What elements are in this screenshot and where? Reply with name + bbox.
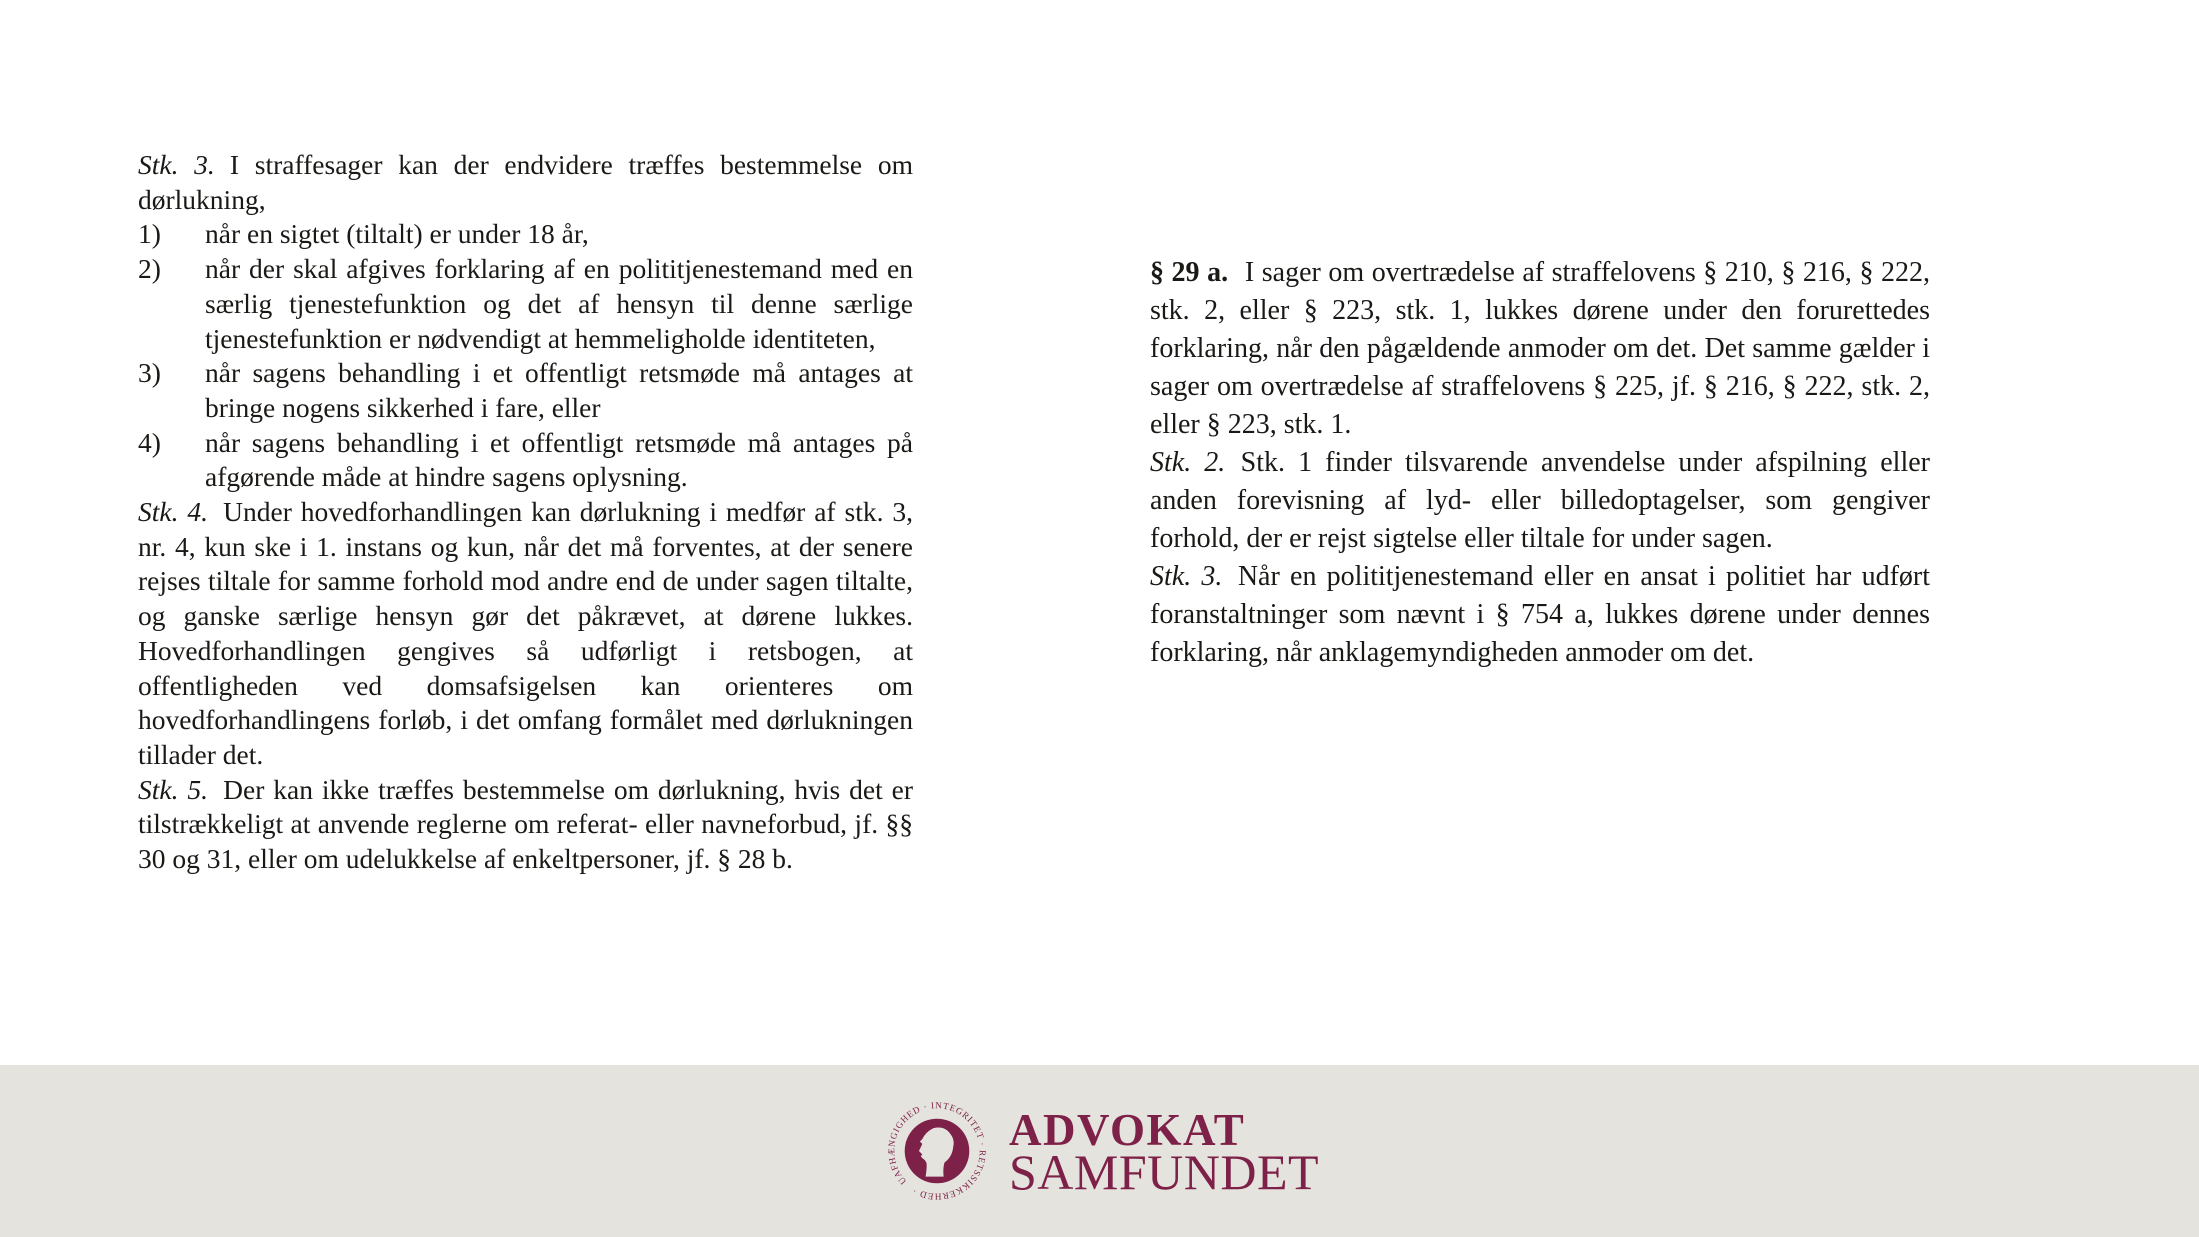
list-item-marker: 3)	[138, 357, 161, 389]
paragraph-stk3	[1150, 558, 1930, 672]
left-text-column	[138, 148, 913, 877]
list-item-text: når sagens behandling i et offentligt retsmøde må antages på afgørende måde at hindre sagens oplysning.	[205, 426, 913, 493]
wordmark-line1: ADVOKAT	[1008, 1104, 1246, 1155]
paragraph-29a	[1150, 254, 1930, 444]
paragraph-text: Under hovedforhandlingen kan dørlukning i medfør af stk. 3, nr. 4, kun ske i 1. instans og kun, når det må forventes, at der senere rejses tiltale for samme forhold mod andre end de under sagen tiltalte, og ganske særlige hensyn gør det påkrævet, at dørene lukkes. Hovedforhandlingen gengives så udførligt i retsbogen, at offentligheden ved domsafsigelsen kan orienteres om hovedforhandlingens forløb, i det omfang formålet med dørlukningen tillader det.	[138, 496, 913, 770]
right-text-column	[1150, 254, 1930, 672]
list-item-text: når der skal afgives forklaring af en polititjenestemand med en særlig tjenestefunktion og det af hensyn til denne særlige tjenestefunktion er nødvendigt at hemmeligholde identiteten,	[205, 253, 913, 354]
paragraph-stk2	[1150, 444, 1930, 558]
paragraph-text: I straffesager kan der endvidere træffes bestemmelse om dørlukning,	[138, 149, 913, 215]
paragraph-text: Stk. 1 finder tilsvarende anvendelse under afspilning eller anden forevisning af lyd- eller billedoptagelser, som gengiver forhold, der er rejst sigtelse eller tiltale for under sagen.	[1150, 447, 1930, 554]
paragraph-lead: Stk. 5.	[138, 773, 209, 805]
footer-band	[0, 1065, 2199, 1237]
list-item	[138, 356, 913, 425]
wordmark-line2: SAMFUNDET	[1008, 1143, 1320, 1200]
list-item-marker: 4)	[138, 426, 161, 458]
list-item-marker: 1)	[138, 218, 161, 250]
list-item	[138, 426, 913, 495]
seal-ring-text: UAFHÆNGIGHED · INTEGRITET · RETSSIKKERHED ·	[886, 1100, 988, 1202]
paragraph-text: Når en polititjenestemand eller en ansat i politiet har udført foranstaltninger som nævnt i § 754 a, lukkes dørene under dennes forklaring, når anklagemyndigheden anmoder om det.	[1150, 561, 1930, 668]
paragraph-stk5	[138, 773, 913, 877]
paragraph-lead: Stk. 2.	[1150, 447, 1226, 478]
paragraph-stk4	[138, 495, 913, 773]
paragraph-lead: Stk. 3.	[138, 149, 215, 180]
list-item-text: når en sigtet (tiltalt) er under 18 år,	[205, 218, 589, 250]
paragraph-text: Der kan ikke træffes bestemmelse om dørlukning, hvis det er tilstrækkeligt at anvende reglerne om referat- eller navneforbud, jf. §§ 30 og 31, eller om udelukkelse af enkeltpersoner, jf. § 28 b.	[138, 773, 913, 875]
advokatsamfundet-logo	[0, 1065, 2199, 1237]
paragraph-stk3	[138, 148, 913, 217]
list-item	[138, 217, 913, 252]
paragraph-lead: Stk. 3.	[1150, 561, 1223, 592]
advokatsamfundet-wordmark	[1008, 1104, 1320, 1200]
list-item	[138, 252, 913, 356]
advokatsamfundet-seal-icon	[880, 1094, 994, 1208]
paragraph-text: I sager om overtrædelse af straffelovens § 210, § 216, § 222, stk. 2, eller § 223, stk. 1, lukkes dørene under den forurettedes forklaring, når den pågældende anmoder om det. Det samme gælder i sager om overtrædelse af straffelovens § 225, jf. § 216, § 222, stk. 2, eller § 223, stk. 1.	[1150, 257, 1930, 440]
paragraph-lead: Stk. 4.	[138, 496, 209, 528]
list-item-text: når sagens behandling i et offentligt retsmøde må antages at bringe nogens sikkerhed i fare, eller	[205, 357, 913, 423]
paragraph-lead: § 29 a.	[1150, 257, 1229, 288]
list-item-marker: 2)	[138, 253, 161, 285]
